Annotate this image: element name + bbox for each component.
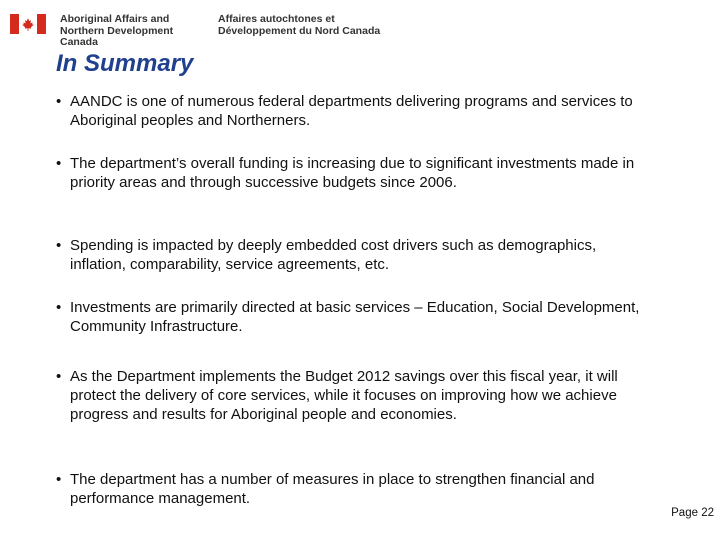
bullet-icon: • — [56, 155, 62, 172]
bullet-text: The department has a number of measures in place to strengthen financial and performance management. — [70, 471, 595, 507]
header — [10, 13, 398, 48]
bullet-item — [54, 236, 654, 274]
bullet-text: Spending is impacted by deeply embedded cost drivers such as demographics, inflation, comparability, service agreements, etc. — [70, 237, 597, 273]
bullet-icon: • — [56, 299, 62, 316]
bullet-item — [54, 298, 654, 336]
bullet-text: AANDC is one of numerous federal departments delivering programs and services to Aboriginal peoples and Northerners. — [70, 93, 633, 129]
slide-title: In Summary — [56, 50, 194, 77]
bullet-text: Investments are primarily directed at basic services – Education, Social Development, Community Infrastructure. — [70, 299, 640, 335]
bullet-text: The department’s overall funding is increasing due to significant investments made in priority areas and through successive budgets since 2006. — [70, 155, 635, 191]
bullet-text: As the Department implements the Budget 2012 savings over this fiscal year, it will protect the delivery of core services, while it focuses on improving how we achieve progress and results for Aboriginal people and economies. — [70, 368, 618, 423]
department-name-french: Affaires autochtones et Développement du Nord Canada — [218, 13, 381, 37]
bullet-icon: • — [56, 471, 62, 488]
bullet-item — [54, 154, 654, 192]
bullet-item — [54, 92, 654, 130]
bullet-icon: • — [56, 368, 62, 385]
page-number: Page 22 — [671, 507, 714, 519]
bullet-icon: • — [56, 93, 62, 110]
department-name-english: Aboriginal Affairs and Northern Development Canada — [60, 13, 174, 48]
bullet-item — [54, 470, 654, 508]
bullet-item — [54, 367, 654, 424]
bullet-icon: • — [56, 237, 62, 254]
canada-flag-icon — [10, 14, 46, 34]
